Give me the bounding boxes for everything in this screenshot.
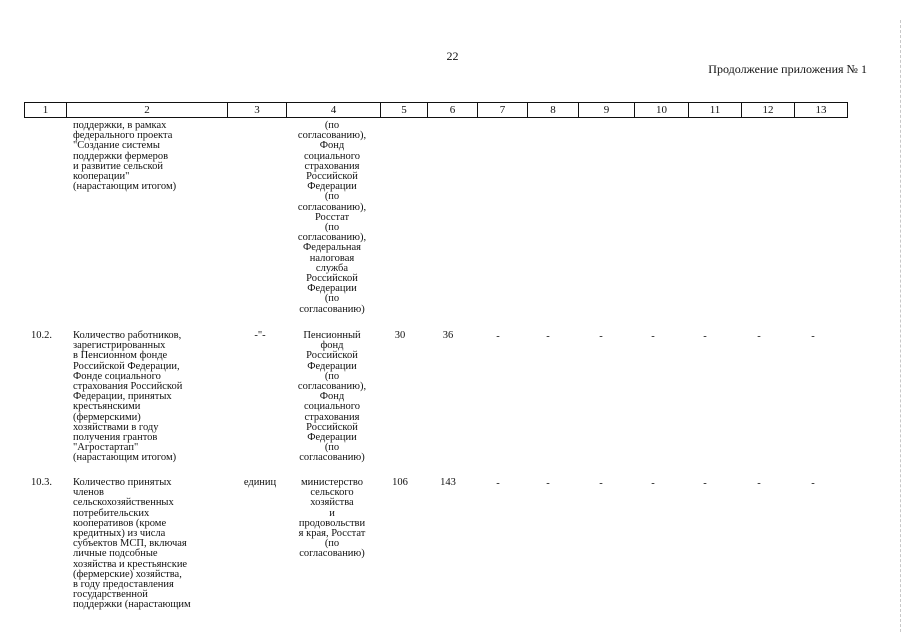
column-number: 5 bbox=[381, 103, 428, 118]
value-col-9: - bbox=[599, 478, 603, 489]
column-number: 4 bbox=[287, 103, 381, 118]
page-number: 22 bbox=[446, 49, 459, 63]
value-col-9: - bbox=[599, 331, 603, 342]
column-number: 12 bbox=[742, 103, 795, 118]
column-number: 9 bbox=[579, 103, 635, 118]
column-number: 6 bbox=[428, 103, 478, 118]
value-col-10: - bbox=[651, 331, 655, 342]
value-col-13: - bbox=[811, 331, 815, 342]
indicator-name: Количество принятых членов сельскохозяйственных потребительских кооперативов (кроме кредитных) из числа субъектов МСП, включая личные подсобные хозяйства и крестьянские (фермерские) хозяйства, в году предоставления государственной поддержки (нарастающим bbox=[73, 477, 191, 611]
value-col-11: - bbox=[703, 478, 707, 489]
continuation-title: Продолжение приложения № 1 bbox=[708, 62, 867, 76]
value-col-13: - bbox=[811, 478, 815, 489]
value-col-8: - bbox=[546, 478, 550, 489]
row-number: 10.2. bbox=[31, 330, 52, 341]
value-col-7: - bbox=[496, 478, 500, 489]
indicator-name: поддержки, в рамках федерального проекта "Создание системы поддержки фермеров и развитие сельской кооперации" (нарастающим итогом) bbox=[73, 120, 177, 193]
value-col-5: 30 bbox=[394, 330, 406, 341]
value-col-12: - bbox=[757, 331, 761, 342]
value-col-6: 36 bbox=[442, 330, 454, 341]
right-margin-rule bbox=[900, 20, 901, 632]
column-number: 2 bbox=[67, 103, 228, 118]
value-col-11: - bbox=[703, 331, 707, 342]
column-number: 1 bbox=[25, 103, 67, 118]
column-number: 3 bbox=[228, 103, 287, 118]
value-col-7: - bbox=[496, 331, 500, 342]
value-col-10: - bbox=[651, 478, 655, 489]
column-number: 11 bbox=[689, 103, 742, 118]
value-col-5: 106 bbox=[392, 477, 408, 488]
responsible-executor: (по согласованию), Фонд социального страхования Российской Федерации (по согласованию), Росстат (по согласованию), Федеральная налоговая служба Российской Федерации (по согласованию) bbox=[297, 120, 367, 315]
unit-of-measure: -"- bbox=[254, 330, 266, 341]
value-col-6: 143 bbox=[440, 477, 456, 488]
row-number: 10.3. bbox=[31, 477, 52, 488]
column-number: 8 bbox=[528, 103, 579, 118]
value-col-8: - bbox=[546, 331, 550, 342]
column-number: 10 bbox=[635, 103, 689, 118]
unit-of-measure: единиц bbox=[243, 477, 277, 488]
responsible-executor: министерство сельского хозяйства и продовольстви я края, Росстат (по согласованию) bbox=[298, 477, 366, 560]
column-number: 13 bbox=[795, 103, 848, 118]
column-number: 7 bbox=[478, 103, 528, 118]
column-number-header bbox=[24, 102, 848, 118]
indicator-name: Количество работников, зарегистрированных в Пенсионном фонде Российской Федерации, Фонде социального страхования Российской Федерации, принятых крестьянскими (фермерскими) хозяйствами в году получения грантов "Агростартап" (нарастающим итогом) bbox=[73, 330, 183, 464]
responsible-executor: Пенсионный фонд Российской Федерации (по согласованию), Фонд социального страхования Российской Федерации (по согласованию) bbox=[297, 330, 367, 464]
value-col-12: - bbox=[757, 478, 761, 489]
